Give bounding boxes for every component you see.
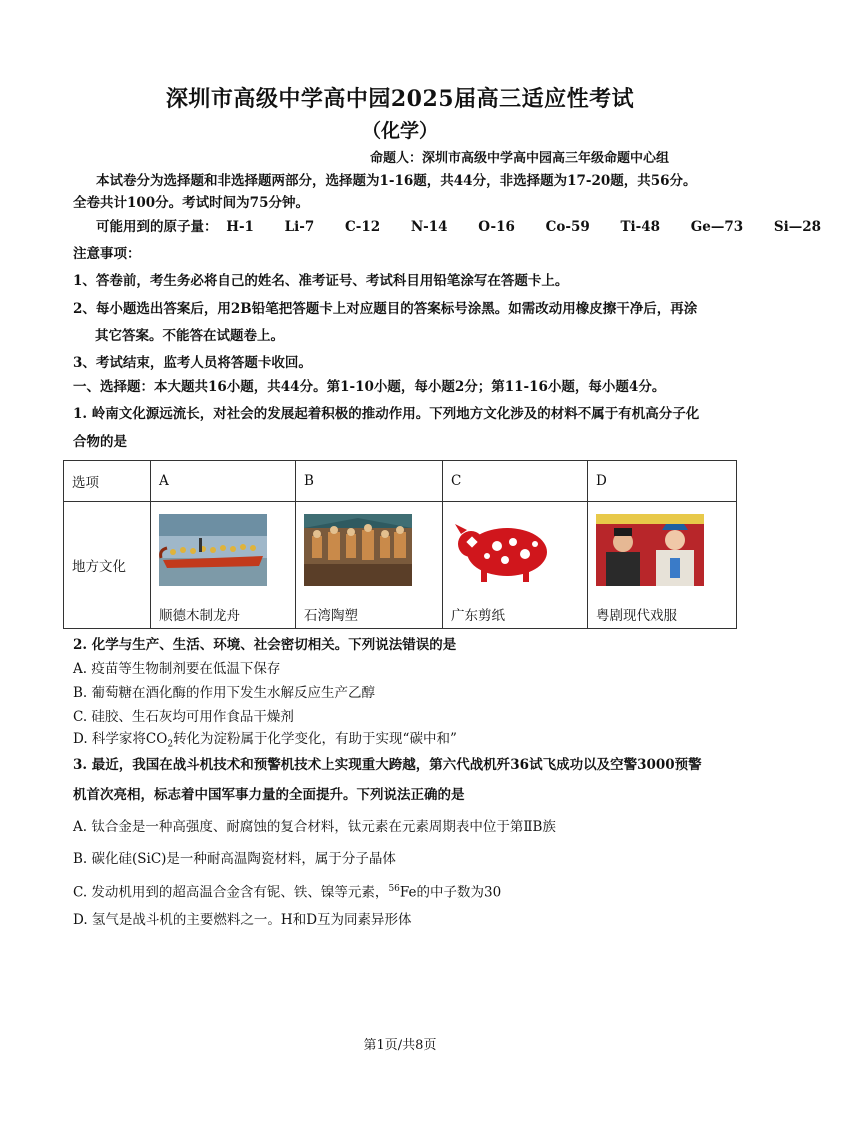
note-3: 3、考试结束，监考人员将答题卡收回。 bbox=[73, 355, 312, 371]
q1-stem-a: 1. 岭南文化源远流长，对社会的发展起着积极的推动作用。下列地方文化涉及的材料不属于有机高分子化 bbox=[73, 406, 700, 422]
atom-mass: C-12 bbox=[345, 219, 381, 235]
page-subtitle: （化学） bbox=[361, 120, 438, 142]
q3-option-c bbox=[73, 880, 501, 902]
table-header-label: 选项 bbox=[64, 461, 151, 502]
table-row-label: 地方文化 bbox=[64, 502, 151, 629]
q3-stem-b: 机首次亮相，标志着中国军事力量的全面提升。下列说法正确的是 bbox=[73, 787, 465, 803]
q3-stem-a: 3. 最近，我国在战斗机技术和预警机技术上实现重大跨越，第六代战机歼36试飞成功以及空警3000预警 bbox=[73, 757, 702, 773]
page-footer: 第1页/共8页 bbox=[363, 1038, 437, 1053]
q3-option-b: B. 碳化硅(SiC)是一种耐高温陶瓷材料，属于分子晶体 bbox=[73, 851, 396, 867]
intro-line-1: 本试卷分为选择题和非选择题两部分，选择题为1-16题，共44分，非选择题为17-20题，共56分。 bbox=[96, 173, 697, 189]
option-cell-d bbox=[588, 502, 737, 629]
option-letter: D bbox=[588, 461, 737, 502]
option-caption: 顺德木制龙舟 bbox=[159, 608, 240, 624]
q2-option-d-pre: D. 科学家将CO bbox=[73, 731, 168, 747]
atom-mass: H-1 bbox=[226, 219, 254, 235]
atom-mass: N-14 bbox=[410, 219, 448, 235]
atom-mass: Si—28 bbox=[773, 219, 822, 235]
q2-option-d bbox=[73, 730, 457, 754]
option-letter: C bbox=[443, 461, 588, 502]
option-cell-b bbox=[296, 502, 443, 629]
intro-line-2: 全卷共计100分。考试时间为75分钟。 bbox=[73, 195, 309, 211]
option-letter: A bbox=[151, 461, 296, 502]
q1-options-table bbox=[63, 460, 737, 629]
note-1: 1、答卷前，考生务必将自己的姓名、准考证号、考试科目用铅笔涂写在答题卡上。 bbox=[73, 273, 569, 289]
author-line: 命题人：深圳市高级中学高中园高三年级命题中心组 bbox=[370, 151, 670, 166]
paper-cutting-image bbox=[451, 514, 559, 586]
section-heading: 一、选择题：本大题共16小题，共44分。第1-10小题，每小题2分；第11-16小题，每小题4分。 bbox=[73, 379, 666, 395]
atomic-masses bbox=[96, 218, 847, 236]
atom-mass: Ti-48 bbox=[620, 219, 661, 235]
atoms-label: 可能用到的原子量： bbox=[96, 219, 218, 235]
q2-option-b: B. 葡萄糖在酒化酶的作用下发生水解反应生产乙醇 bbox=[73, 685, 376, 701]
q3-option-c-post: Fe的中子数为30 bbox=[399, 884, 502, 901]
q2-stem: 2. 化学与生产、生活、环境、社会密切相关。下列说法错误的是 bbox=[73, 637, 457, 653]
option-letter: B bbox=[296, 461, 443, 502]
atom-mass: Li-7 bbox=[284, 219, 315, 235]
option-caption: 粤剧现代戏服 bbox=[596, 608, 677, 624]
dragon-boat-image bbox=[159, 514, 267, 586]
q3-option-c-sup: 56 bbox=[388, 884, 400, 894]
atom-mass: O-16 bbox=[478, 219, 515, 235]
q2-option-d-sub: 2 bbox=[167, 739, 174, 750]
option-caption: 广东剪纸 bbox=[451, 608, 505, 624]
page-title: 深圳市高级中学高中园2025届高三适应性考试 bbox=[165, 86, 635, 112]
opera-costume-image bbox=[596, 514, 704, 586]
q3-option-a: A. 钛合金是一种高强度、耐腐蚀的复合材料，钛元素在元素周期表中位于第ⅡB族 bbox=[73, 819, 556, 835]
notes-heading: 注意事项： bbox=[73, 246, 141, 262]
q3-option-c-pre: C. 发动机用到的超高温合金含有铌、铁、镍等元素， bbox=[73, 884, 389, 901]
q2-option-d-post: 转化为淀粉属于化学变化，有助于实现“碳中和” bbox=[173, 731, 457, 747]
option-cell-c bbox=[443, 502, 588, 629]
q2-option-a: A. 疫苗等生物制剂要在低温下保存 bbox=[73, 661, 281, 677]
q1-stem-b: 合物的是 bbox=[73, 434, 127, 450]
ceramic-sculpture-image bbox=[304, 514, 412, 586]
q2-option-c: C. 硅胶、生石灰均可用作食品干燥剂 bbox=[73, 709, 294, 725]
option-cell-a bbox=[151, 502, 296, 629]
note-2b: 其它答案。不能答在试题卷上。 bbox=[95, 328, 284, 344]
option-caption: 石湾陶塑 bbox=[304, 608, 358, 624]
atom-mass: Co-59 bbox=[545, 219, 590, 235]
atom-mass: Ge—73 bbox=[690, 219, 744, 235]
q3-option-d: D. 氢气是战斗机的主要燃料之一。H和D互为同素异形体 bbox=[73, 912, 412, 928]
note-2a: 2、每小题选出答案后，用2B铅笔把答题卡上对应题目的答案标号涂黑。如需改动用橡皮擦干净后，再涂 bbox=[73, 301, 698, 317]
